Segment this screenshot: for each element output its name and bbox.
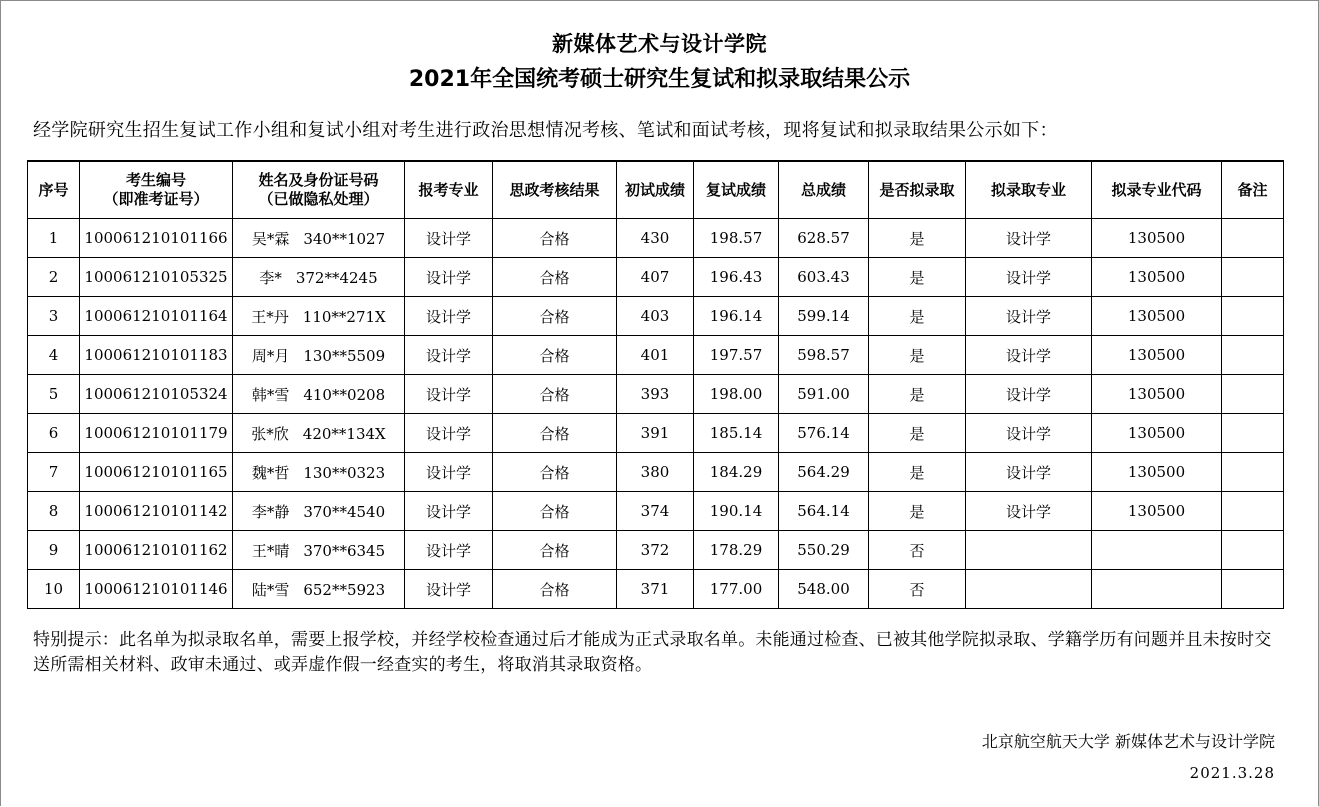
table-row: [28, 492, 1284, 531]
cell-major: 设计学: [405, 258, 493, 297]
cell-admit-major: [966, 531, 1092, 570]
cell-initial: 372: [617, 531, 694, 570]
col-header-seq: 序号: [28, 161, 80, 219]
col-header-initial: 初试成绩: [617, 161, 694, 219]
cell-name: 陆*雪: [251, 580, 290, 599]
cell-exam-no: 100061210101183: [80, 336, 233, 375]
cell-retest: 196.43: [694, 258, 779, 297]
cell-initial: 391: [617, 414, 694, 453]
cell-initial: 403: [617, 297, 694, 336]
cell-admit-code: 130500: [1092, 375, 1222, 414]
cell-name: 李*: [259, 268, 282, 287]
cell-name-id: [233, 531, 405, 570]
cell-remark: [1222, 375, 1284, 414]
cell-id-number: 372**4245: [295, 268, 378, 287]
cell-political: 合格: [493, 336, 617, 375]
cell-admitted: 是: [869, 492, 966, 531]
cell-exam-no: 100061210101142: [80, 492, 233, 531]
table-row: [28, 297, 1284, 336]
cell-name-id: [233, 492, 405, 531]
col-header-admitted: 是否拟录取: [869, 161, 966, 219]
cell-name: 周*月: [251, 346, 290, 365]
cell-retest: 198.00: [694, 375, 779, 414]
cell-initial: 393: [617, 375, 694, 414]
cell-remark: [1222, 336, 1284, 375]
cell-name-id: [233, 297, 405, 336]
cell-name: 吴*霖: [251, 229, 290, 248]
cell-political: 合格: [493, 570, 617, 609]
cell-remark: [1222, 414, 1284, 453]
col-header-admit-major: 拟录取专业: [966, 161, 1092, 219]
cell-remark: [1222, 297, 1284, 336]
cell-major: 设计学: [405, 297, 493, 336]
cell-total: 576.14: [779, 414, 869, 453]
cell-retest: 198.57: [694, 219, 779, 258]
signature: 北京航空航天大学 新媒体艺术与设计学院: [981, 732, 1275, 751]
cell-name-id: [233, 336, 405, 375]
cell-name-id: [233, 375, 405, 414]
cell-total: 598.57: [779, 336, 869, 375]
cell-admit-code: [1092, 570, 1222, 609]
cell-admitted: 是: [869, 453, 966, 492]
col-header-exam-no-line1: 考生编号: [125, 171, 186, 189]
cell-name: 张*欣: [251, 424, 289, 443]
cell-retest: 177.00: [694, 570, 779, 609]
col-header-retest: 复试成绩: [694, 161, 779, 219]
cell-total: 599.14: [779, 297, 869, 336]
cell-seq: 10: [28, 570, 80, 609]
cell-admit-code: 130500: [1092, 492, 1222, 531]
table-row: [28, 375, 1284, 414]
cell-admitted: 否: [869, 570, 966, 609]
table-row: [28, 219, 1284, 258]
cell-admitted: 是: [869, 336, 966, 375]
cell-admit-major: [966, 570, 1092, 609]
cell-total: 628.57: [779, 219, 869, 258]
cell-initial: 430: [617, 219, 694, 258]
cell-admit-code: [1092, 531, 1222, 570]
cell-exam-no: 100061210101165: [80, 453, 233, 492]
cell-admit-major: 设计学: [966, 453, 1092, 492]
cell-political: 合格: [493, 492, 617, 531]
cell-admit-major: 设计学: [966, 219, 1092, 258]
cell-admit-major: 设计学: [966, 414, 1092, 453]
cell-admitted: 是: [869, 375, 966, 414]
col-header-name-id-line1: 姓名及身份证号码: [258, 171, 379, 189]
cell-initial: 401: [617, 336, 694, 375]
cell-exam-no: 100061210101162: [80, 531, 233, 570]
cell-major: 设计学: [405, 570, 493, 609]
cell-retest: 178.29: [694, 531, 779, 570]
cell-id-number: 130**5509: [303, 346, 386, 365]
table-header-row: [28, 161, 1284, 219]
cell-name: 王*丹: [251, 307, 289, 326]
cell-admit-code: 130500: [1092, 453, 1222, 492]
cell-admit-code: 130500: [1092, 219, 1222, 258]
cell-name-id: [233, 414, 405, 453]
publish-date: 2021.3.28: [1189, 764, 1275, 782]
col-header-total: 总成绩: [779, 161, 869, 219]
cell-seq: 6: [28, 414, 80, 453]
cell-exam-no: 100061210101166: [80, 219, 233, 258]
cell-seq: 3: [28, 297, 80, 336]
cell-admit-code: 130500: [1092, 297, 1222, 336]
page-subtitle: 2021年全国统考硕士研究生复试和拟录取结果公示: [408, 67, 911, 92]
cell-admitted: 是: [869, 414, 966, 453]
col-header-exam-no-line2: （即准考证号）: [103, 190, 209, 208]
cell-seq: 1: [28, 219, 80, 258]
cell-admit-major: 设计学: [966, 258, 1092, 297]
cell-name-id: [233, 570, 405, 609]
cell-retest: 197.57: [694, 336, 779, 375]
cell-remark: [1222, 531, 1284, 570]
cell-exam-no: 100061210105324: [80, 375, 233, 414]
cell-major: 设计学: [405, 453, 493, 492]
cell-political: 合格: [493, 375, 617, 414]
cell-name-id: [233, 219, 405, 258]
cell-initial: 380: [617, 453, 694, 492]
cell-total: 564.14: [779, 492, 869, 531]
cell-name: 王*晴: [251, 541, 290, 560]
cell-major: 设计学: [405, 375, 493, 414]
cell-major: 设计学: [405, 492, 493, 531]
cell-political: 合格: [493, 219, 617, 258]
cell-admit-major: 设计学: [966, 492, 1092, 531]
cell-exam-no: 100061210101146: [80, 570, 233, 609]
cell-id-number: 420**134X: [302, 424, 386, 443]
cell-name: 魏*哲: [251, 463, 290, 482]
special-notice: 特别提示：此名单为拟录取名单，需要上报学校，并经学校检查通过后才能成为正式录取名单。未能通过检查、已被其他学院拟录取、学籍学历有问题并且未按时交送所需相关材料、政审未通过、或弄虚作假一经查实的考生，将取消其录取资格。: [33, 630, 1272, 675]
cell-admitted: 否: [869, 531, 966, 570]
table-row: [28, 570, 1284, 609]
cell-id-number: 130**0323: [303, 463, 386, 482]
table-row: [28, 453, 1284, 492]
cell-major: 设计学: [405, 414, 493, 453]
table-row: [28, 336, 1284, 375]
col-header-name-id: [233, 161, 405, 219]
page-title: 新媒体艺术与设计学院: [552, 32, 767, 56]
cell-total: 603.43: [779, 258, 869, 297]
results-table: [27, 160, 1284, 609]
cell-name: 李*静: [251, 502, 290, 521]
cell-id-number: 340**1027: [303, 229, 386, 248]
cell-total: 591.00: [779, 375, 869, 414]
cell-admitted: 是: [869, 219, 966, 258]
cell-retest: 190.14: [694, 492, 779, 531]
cell-remark: [1222, 570, 1284, 609]
cell-admit-code: 130500: [1092, 414, 1222, 453]
cell-remark: [1222, 258, 1284, 297]
cell-retest: 184.29: [694, 453, 779, 492]
table-row: [28, 531, 1284, 570]
col-header-remark: 备注: [1222, 161, 1284, 219]
cell-exam-no: 100061210105325: [80, 258, 233, 297]
cell-seq: 9: [28, 531, 80, 570]
cell-major: 设计学: [405, 336, 493, 375]
col-header-admit-code: 拟录专业代码: [1092, 161, 1222, 219]
cell-id-number: 110**271X: [302, 307, 386, 326]
table-body: [28, 219, 1284, 609]
cell-political: 合格: [493, 531, 617, 570]
cell-exam-no: 100061210101164: [80, 297, 233, 336]
cell-admit-code: 130500: [1092, 258, 1222, 297]
cell-initial: 374: [617, 492, 694, 531]
cell-seq: 5: [28, 375, 80, 414]
cell-admit-code: 130500: [1092, 336, 1222, 375]
cell-initial: 407: [617, 258, 694, 297]
cell-id-number: 370**6345: [303, 541, 386, 560]
cell-political: 合格: [493, 297, 617, 336]
table-row: [28, 414, 1284, 453]
cell-name-id: [233, 453, 405, 492]
cell-seq: 4: [28, 336, 80, 375]
cell-name-id: [233, 258, 405, 297]
intro-paragraph: 经学院研究生招生复试工作小组和复试小组对考生进行政治思想情况考核、笔试和面试考核，现将复试和拟录取结果公示如下：: [33, 120, 1058, 141]
cell-initial: 371: [617, 570, 694, 609]
cell-retest: 185.14: [694, 414, 779, 453]
cell-remark: [1222, 492, 1284, 531]
cell-name: 韩*雪: [251, 385, 290, 404]
cell-admit-major: 设计学: [966, 297, 1092, 336]
cell-retest: 196.14: [694, 297, 779, 336]
cell-id-number: 410**0208: [303, 385, 386, 404]
col-header-exam-no: [80, 161, 233, 219]
cell-major: 设计学: [405, 531, 493, 570]
cell-admitted: 是: [869, 297, 966, 336]
cell-political: 合格: [493, 453, 617, 492]
cell-remark: [1222, 453, 1284, 492]
cell-major: 设计学: [405, 219, 493, 258]
cell-admit-major: 设计学: [966, 375, 1092, 414]
cell-id-number: 370**4540: [303, 502, 386, 521]
table-row: [28, 258, 1284, 297]
cell-total: 564.29: [779, 453, 869, 492]
cell-remark: [1222, 219, 1284, 258]
cell-seq: 2: [28, 258, 80, 297]
cell-political: 合格: [493, 258, 617, 297]
col-header-political: 思政考核结果: [493, 161, 617, 219]
cell-seq: 7: [28, 453, 80, 492]
cell-total: 550.29: [779, 531, 869, 570]
col-header-major: 报考专业: [405, 161, 493, 219]
cell-exam-no: 100061210101179: [80, 414, 233, 453]
cell-id-number: 652**5923: [303, 580, 386, 599]
cell-admitted: 是: [869, 258, 966, 297]
cell-admit-major: 设计学: [966, 336, 1092, 375]
col-header-name-id-line2: （已做隐私处理）: [258, 190, 379, 208]
cell-total: 548.00: [779, 570, 869, 609]
cell-seq: 8: [28, 492, 80, 531]
cell-political: 合格: [493, 414, 617, 453]
